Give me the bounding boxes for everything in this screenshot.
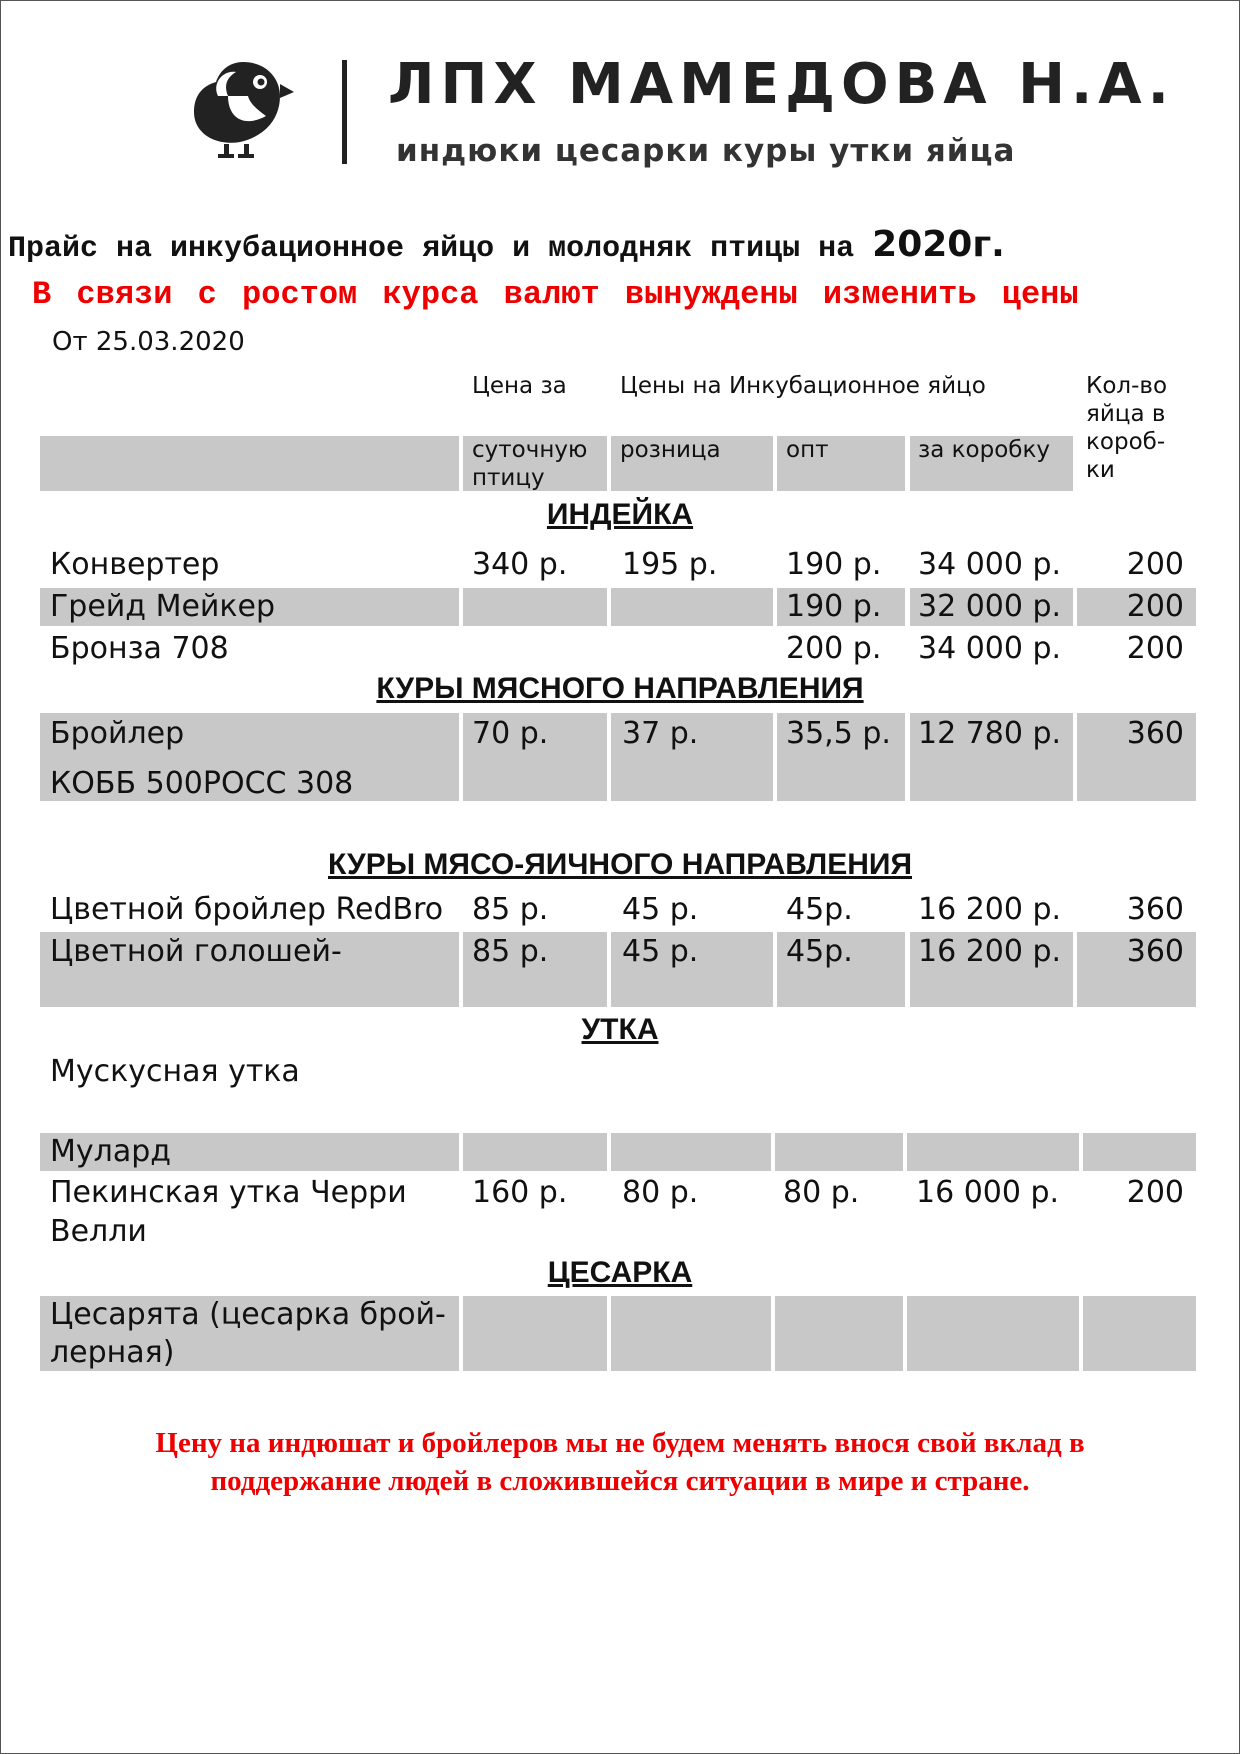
price-year: 2020г. [872, 224, 1005, 265]
footer-line-1: Цену на индюшат и бройлеров мы не будем менять внося свой вклад в [155, 1427, 1085, 1459]
row-broiler-daily: 70 р. [472, 716, 549, 751]
price-title [8, 224, 1005, 266]
header-qty-3: короб- [1086, 429, 1166, 455]
header-daily-1: суточную [472, 437, 588, 463]
row-bronze-qty: 200 [1126, 631, 1184, 666]
header-daily-2: птицу [472, 465, 545, 491]
section-meat-egg-label: КУРЫ МЯСО-ЯИЧНОГО НАПРАВЛЕНИЯ [327, 848, 913, 881]
bird-icon [188, 56, 298, 161]
warning-text: В связи с ростом курса валют вынуждены изменить цены [32, 276, 1079, 313]
row-guinea-bg-opt [775, 1296, 903, 1371]
row-bronze-opt: 200 р. [786, 631, 882, 666]
header-qty-1: Кол-во [1086, 373, 1168, 399]
price-title-text: Прайс на инкубационное яйцо и молодняк птицы на [8, 232, 873, 266]
row-grade-bg-daily [463, 588, 607, 626]
row-grade-box: 32 000 р. [918, 589, 1062, 624]
row-goloshey-daily: 85 р. [472, 934, 549, 969]
header-price-for: Цена за [472, 373, 567, 399]
header-egg-prices: Цены на Инкубационное яйцо [620, 373, 986, 399]
row-redbro-name: Цветной бройлер RedBro [50, 892, 444, 927]
section-turkey-label: ИНДЕЙКА [546, 498, 694, 531]
brand-title: ЛПХ МАМЕДОВА Н.А. [388, 52, 1175, 117]
header-retail: розница [620, 437, 721, 463]
header-qty-2: яйца в [1086, 401, 1166, 427]
row-broiler-name: Бройлер [50, 716, 185, 751]
row-konverter-qty: 200 [1126, 547, 1184, 582]
row-goloshey-name: Цветной голошей- [50, 934, 342, 969]
row-guinea-bg-retail [611, 1296, 771, 1371]
row-goloshey-qty: 360 [1126, 934, 1184, 969]
footer-line-2: поддержание людей в сложившейся ситуации в мире и стране. [210, 1465, 1030, 1497]
row-mulard-bg-daily [463, 1133, 607, 1171]
row-bronze-box: 34 000 р. [918, 631, 1062, 666]
row-broiler-name2: КОББ 500РОСС 308 [50, 766, 354, 801]
row-redbro-opt: 45р. [786, 892, 853, 927]
row-guinea-name: Цесарята (цесарка брой- [50, 1297, 446, 1332]
row-goloshey-box: 16 200 р. [918, 934, 1062, 969]
row-goloshey-retail: 45 р. [622, 934, 699, 969]
row-konverter-retail: 195 р. [622, 547, 718, 582]
row-peking-name2: Велли [50, 1214, 147, 1249]
section-duck [0, 1013, 1240, 1047]
section-duck-label: УТКА [581, 1013, 659, 1046]
row-mulard-bg-box [907, 1133, 1079, 1171]
brand-subtitle: индюки цесарки куры утки яйца [396, 133, 1016, 169]
header-bg-name [40, 436, 459, 491]
row-redbro-box: 16 200 р. [918, 892, 1062, 927]
row-konverter-box: 34 000 р. [918, 547, 1062, 582]
row-konverter-name: Конвертер [50, 547, 220, 582]
row-peking-retail: 80 р. [622, 1175, 699, 1210]
row-redbro-retail: 45 р. [622, 892, 699, 927]
row-broiler-box: 12 780 р. [918, 716, 1062, 751]
section-guinea-label: ЦЕСАРКА [547, 1256, 693, 1289]
row-guinea-name2: лерная) [50, 1335, 175, 1370]
row-broiler-opt: 35,5 р. [786, 716, 891, 751]
row-konverter-daily: 340 р. [472, 547, 568, 582]
row-mulard-bg-qty [1083, 1133, 1196, 1171]
row-broiler-qty: 360 [1126, 716, 1184, 751]
row-redbro-daily: 85 р. [472, 892, 549, 927]
row-broiler-retail: 37 р. [622, 716, 699, 751]
row-guinea-bg-box [907, 1296, 1079, 1371]
row-grade-opt: 190 р. [786, 589, 882, 624]
row-guinea-bg-daily [463, 1296, 607, 1371]
row-mulard-bg-opt [775, 1133, 903, 1171]
row-grade-qty: 200 [1126, 589, 1184, 624]
row-bronze-name: Бронза 708 [50, 631, 229, 666]
row-peking-daily: 160 р. [472, 1175, 568, 1210]
row-mulard-name: Мулард [50, 1134, 171, 1169]
row-grade-name: Грейд Мейкер [50, 589, 276, 624]
header-qty-4: ки [1086, 457, 1115, 483]
row-mulard-bg-retail [611, 1133, 771, 1171]
row-peking-name: Пекинская утка Черри [50, 1175, 407, 1210]
section-meat-egg [0, 848, 1240, 882]
row-peking-opt: 80 р. [783, 1175, 860, 1210]
row-peking-qty: 200 [1126, 1175, 1184, 1210]
section-meat-label: КУРЫ МЯСНОГО НАПРАВЛЕНИЯ [376, 672, 864, 705]
section-guinea [0, 1256, 1240, 1290]
row-muscovy-name: Мускусная утка [50, 1054, 300, 1089]
section-turkey [0, 498, 1240, 532]
row-peking-box: 16 000 р. [916, 1175, 1060, 1210]
row-konverter-opt: 190 р. [786, 547, 882, 582]
section-meat [0, 672, 1240, 706]
header-per-box: за коробку [918, 437, 1050, 463]
footer-note [0, 1424, 1240, 1500]
price-date: От 25.03.2020 [52, 327, 245, 357]
brand-divider [342, 60, 347, 164]
row-grade-bg-retail [611, 588, 773, 626]
row-redbro-qty: 360 [1126, 892, 1184, 927]
header-opt: опт [786, 437, 829, 463]
row-goloshey-opt: 45р. [786, 934, 853, 969]
row-guinea-bg-qty [1083, 1296, 1196, 1371]
